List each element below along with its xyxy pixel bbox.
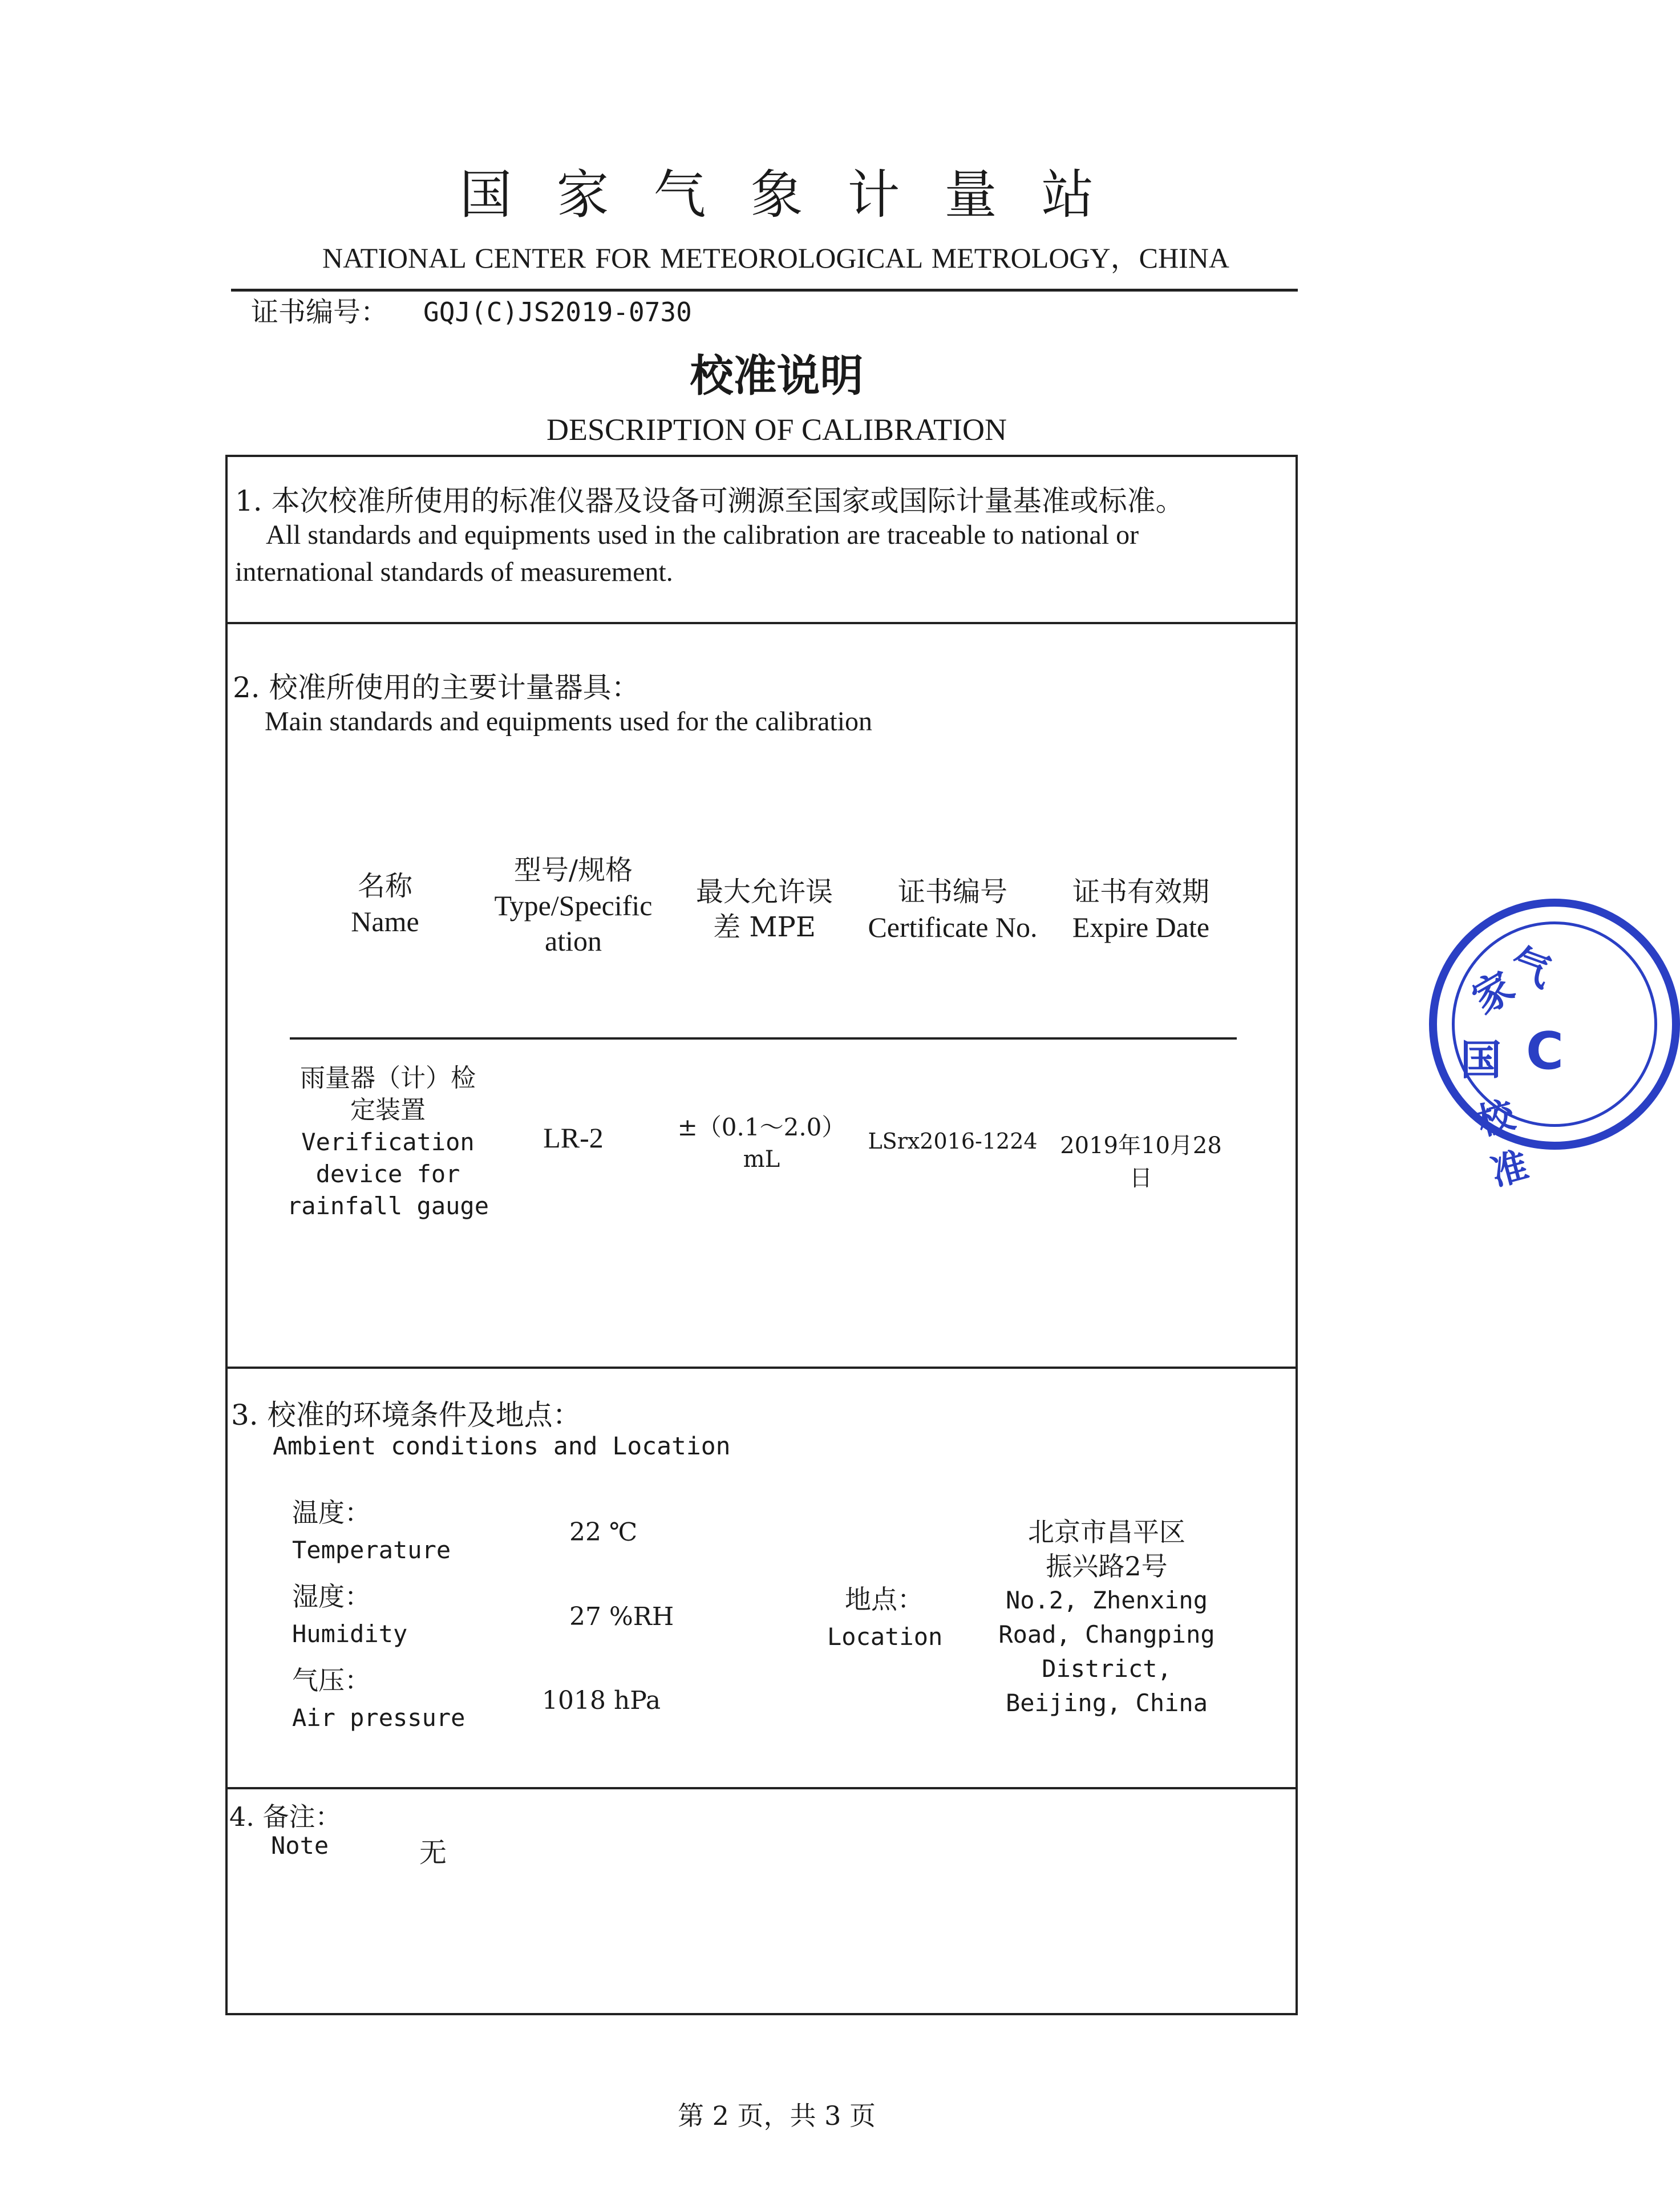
- doc-title-en: DESCRIPTION OF CALIBRATION: [546, 413, 1007, 447]
- table-header-mpe-line2: 差 MPE: [713, 911, 816, 943]
- table-header-expire-en: Expire Date: [1072, 911, 1210, 943]
- table-header-type-cn: 型号/规格: [513, 854, 633, 886]
- seal-char-4: C: [1526, 1021, 1564, 1081]
- cell-mpe-line2: mL: [743, 1146, 780, 1173]
- section2-title-en: Main standards and equipments used for the calibration: [265, 706, 873, 737]
- cell-name-en-line2: device for: [315, 1160, 460, 1188]
- location-label-en: Location: [827, 1623, 943, 1651]
- cell-mpe-line1: ±（0.1～2.0）: [677, 1113, 846, 1141]
- table-cell-type: LR-2: [543, 1122, 604, 1154]
- location-address: [987, 1515, 1226, 1720]
- pressure-label: [292, 1662, 465, 1737]
- section1-text-en-line2: international standards of measurement.: [235, 557, 673, 587]
- table-header-name-cn: 名称: [357, 870, 412, 902]
- seal-char-5: 校准: [1473, 1093, 1533, 1195]
- location-en-line1: No.2, Zhenxing: [1005, 1586, 1208, 1614]
- section-divider-2: [226, 1367, 1297, 1369]
- table-cell-mpe: [662, 1111, 861, 1175]
- table-cell-name: [285, 1062, 491, 1222]
- seal-char-1: 气: [1504, 939, 1558, 997]
- table-header-type: [479, 852, 667, 959]
- table-header-expire-cn: 证书有效期: [1072, 876, 1209, 908]
- doc-title-cn: 校准说明: [690, 350, 864, 401]
- pressure-value: 1018 hPa: [542, 1686, 661, 1715]
- humidity-label: [292, 1578, 407, 1653]
- seal-char-3: 家: [1464, 963, 1523, 1024]
- section-divider-1: [226, 622, 1297, 624]
- humidity-label-cn: 湿度：: [292, 1581, 371, 1612]
- table-header-mpe: [679, 874, 850, 945]
- cell-name-en-line1: Verification: [301, 1128, 475, 1156]
- section-divider-3: [226, 1787, 1297, 1789]
- table-cell-certificate-no: LSrx2016-1224: [868, 1129, 1038, 1154]
- table-cell-expire-date: 2019年10月28日: [1060, 1133, 1222, 1191]
- pressure-label-cn: 气压：: [292, 1665, 371, 1696]
- organization-name-en: NATIONAL CENTER FOR METEOROLOGICAL METROLOGY，CHINA: [322, 242, 1229, 274]
- section4-title-en: Note: [271, 1832, 329, 1860]
- section3-title-cn: 3. 校准的环境条件及地点：: [231, 1398, 581, 1432]
- certificate-number: [251, 290, 692, 329]
- cell-name-cn-line2: 定装置: [350, 1096, 426, 1125]
- location-label-cn: 地点：: [845, 1584, 924, 1615]
- humidity-value: 27 %RH: [569, 1602, 674, 1631]
- section3-title-en: Ambient conditions and Location: [273, 1432, 731, 1461]
- table-header-name-en: Name: [351, 906, 419, 937]
- cell-name-en-line3: rainfall gauge: [286, 1192, 489, 1220]
- location-cn-line1: 北京市昌平区: [1028, 1517, 1185, 1547]
- table-header-mpe-line1: 最大允许误: [695, 876, 833, 908]
- table-header-certificate-cn: 证书编号: [897, 876, 1007, 908]
- table-header-name: [319, 868, 451, 939]
- cell-name-cn-line1: 雨量器（计）检: [300, 1064, 476, 1093]
- certificate-number-value: GQJ(C)JS2019-0730: [423, 297, 692, 328]
- temperature-label-en: Temperature: [292, 1536, 451, 1564]
- organization-name-cn: 国家气象计量站: [459, 164, 1139, 225]
- location-cn-line2: 振兴路2号: [1046, 1551, 1168, 1582]
- section4-title-cn: 4. 备注：: [229, 1801, 342, 1832]
- location-en-line4: Beijing, China: [1005, 1689, 1208, 1717]
- seal-char-2: 国: [1460, 1036, 1502, 1084]
- temperature-value: 22 ℃: [569, 1518, 638, 1547]
- temperature-label-cn: 温度：: [292, 1497, 371, 1528]
- temperature-label: [292, 1494, 451, 1569]
- table-header-type-en-line2: ation: [545, 925, 602, 957]
- table-header-certificate: [856, 874, 1050, 945]
- section1-text-cn: 1. 本次校准所使用的标准仪器及设备可溯源至国家或国际计量基准或标准。: [235, 484, 1184, 518]
- pressure-label-en: Air pressure: [292, 1704, 465, 1732]
- section2-title-cn: 2. 校准所使用的主要计量器具：: [233, 671, 640, 704]
- location-label: [827, 1580, 941, 1656]
- location-en-line3: District,: [1042, 1655, 1172, 1683]
- table-header-expire: [1055, 874, 1226, 945]
- section1-text-en-line1: All standards and equipments used in the calibration are traceable to national or: [266, 520, 1139, 550]
- note-value: 无: [419, 1837, 447, 1869]
- certificate-number-label: 证书编号：: [251, 296, 388, 328]
- table-header-rule: [290, 1037, 1237, 1040]
- page-number: 第 2 页，共 3 页: [677, 2100, 876, 2131]
- humidity-label-en: Humidity: [292, 1620, 408, 1648]
- table-header-type-en-line1: Type/Specific: [494, 890, 653, 921]
- location-en-line2: Road, Changping: [998, 1620, 1215, 1648]
- table-header-certificate-en: Certificate No.: [868, 911, 1038, 943]
